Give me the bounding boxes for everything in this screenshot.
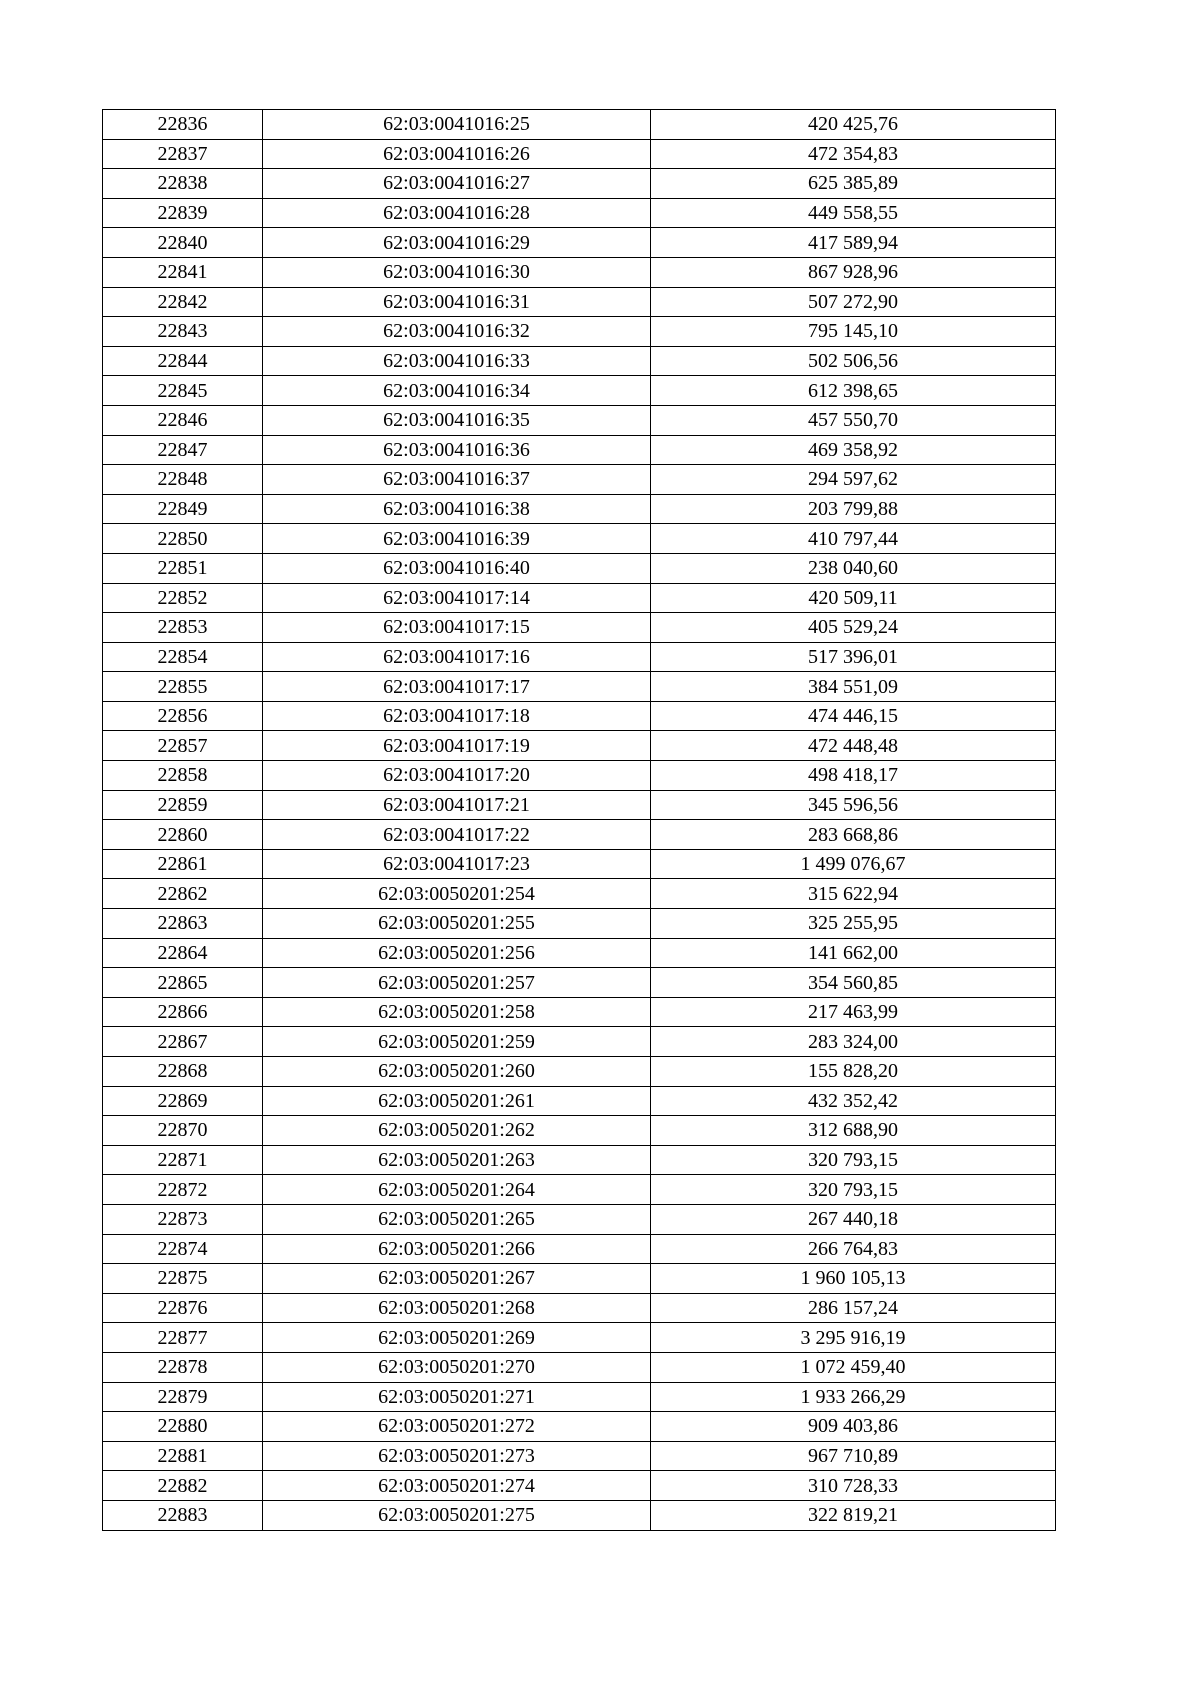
cadastral-number-cell: 62:03:0050201:262 [263,1116,651,1146]
table-row [103,524,1056,554]
table-row [103,1204,1056,1234]
row-number-cell: 22860 [103,820,263,850]
table-row [103,1027,1056,1057]
table-row [103,790,1056,820]
row-number-cell: 22876 [103,1293,263,1323]
row-number-cell: 22882 [103,1471,263,1501]
cadastral-value-table [102,109,1056,1531]
table-row [103,435,1056,465]
table-row [103,228,1056,258]
row-number-cell: 22862 [103,879,263,909]
table-row [103,169,1056,199]
cadastral-number-cell: 62:03:0050201:259 [263,1027,651,1057]
table-row [103,198,1056,228]
table-row [103,494,1056,524]
row-number-cell: 22836 [103,110,263,140]
cadastral-value-cell: 1 072 459,40 [651,1352,1056,1382]
table-row [103,1175,1056,1205]
cadastral-value-cell: 469 358,92 [651,435,1056,465]
cadastral-value-cell: 312 688,90 [651,1116,1056,1146]
cadastral-value-cell: 266 764,83 [651,1234,1056,1264]
row-number-cell: 22837 [103,139,263,169]
cadastral-value-cell: 507 272,90 [651,287,1056,317]
table-body [103,110,1056,1531]
cadastral-number-cell: 62:03:0050201:266 [263,1234,651,1264]
cadastral-number-cell: 62:03:0050201:258 [263,997,651,1027]
table-row [103,701,1056,731]
cadastral-number-cell: 62:03:0050201:270 [263,1352,651,1382]
row-number-cell: 22877 [103,1323,263,1353]
table-row [103,583,1056,613]
cadastral-number-cell: 62:03:0041016:33 [263,346,651,376]
cadastral-number-cell: 62:03:0041016:35 [263,405,651,435]
table-row [103,909,1056,939]
cadastral-value-cell: 612 398,65 [651,376,1056,406]
cadastral-number-cell: 62:03:0041017:21 [263,790,651,820]
row-number-cell: 22878 [103,1352,263,1382]
cadastral-value-cell: 203 799,88 [651,494,1056,524]
cadastral-value-cell: 517 396,01 [651,642,1056,672]
cadastral-value-cell: 354 560,85 [651,968,1056,998]
cadastral-number-cell: 62:03:0041016:38 [263,494,651,524]
row-number-cell: 22844 [103,346,263,376]
row-number-cell: 22883 [103,1500,263,1530]
cadastral-number-cell: 62:03:0050201:265 [263,1204,651,1234]
table-row [103,346,1056,376]
row-number-cell: 22872 [103,1175,263,1205]
row-number-cell: 22839 [103,198,263,228]
table-row [103,1145,1056,1175]
table-row [103,968,1056,998]
cadastral-value-cell: 867 928,96 [651,257,1056,287]
row-number-cell: 22863 [103,909,263,939]
row-number-cell: 22854 [103,642,263,672]
table-row [103,820,1056,850]
cadastral-number-cell: 62:03:0050201:269 [263,1323,651,1353]
cadastral-number-cell: 62:03:0050201:260 [263,1057,651,1087]
row-number-cell: 22850 [103,524,263,554]
cadastral-value-cell: 1 960 105,13 [651,1264,1056,1294]
row-number-cell: 22861 [103,849,263,879]
table-row [103,110,1056,140]
cadastral-value-cell: 141 662,00 [651,938,1056,968]
cadastral-value-cell: 3 295 916,19 [651,1323,1056,1353]
cadastral-value-cell: 472 354,83 [651,139,1056,169]
cadastral-number-cell: 62:03:0050201:264 [263,1175,651,1205]
table-row [103,376,1056,406]
table-row [103,1441,1056,1471]
cadastral-value-cell: 238 040,60 [651,553,1056,583]
cadastral-value-cell: 320 793,15 [651,1175,1056,1205]
table-row [103,405,1056,435]
table-row [103,1412,1056,1442]
row-number-cell: 22879 [103,1382,263,1412]
cadastral-value-cell: 315 622,94 [651,879,1056,909]
row-number-cell: 22847 [103,435,263,465]
cadastral-number-cell: 62:03:0041017:15 [263,613,651,643]
cadastral-number-cell: 62:03:0050201:274 [263,1471,651,1501]
cadastral-value-cell: 449 558,55 [651,198,1056,228]
cadastral-number-cell: 62:03:0041017:16 [263,642,651,672]
row-number-cell: 22838 [103,169,263,199]
table-row [103,879,1056,909]
cadastral-number-cell: 62:03:0050201:256 [263,938,651,968]
cadastral-value-cell: 474 446,15 [651,701,1056,731]
row-number-cell: 22849 [103,494,263,524]
row-number-cell: 22870 [103,1116,263,1146]
cadastral-number-cell: 62:03:0050201:257 [263,968,651,998]
cadastral-value-cell: 325 255,95 [651,909,1056,939]
table-row [103,1116,1056,1146]
table-row [103,1086,1056,1116]
cadastral-number-cell: 62:03:0041017:23 [263,849,651,879]
cadastral-value-cell: 384 551,09 [651,672,1056,702]
table-row [103,1352,1056,1382]
cadastral-value-cell: 502 506,56 [651,346,1056,376]
table-row [103,317,1056,347]
cadastral-number-cell: 62:03:0041016:25 [263,110,651,140]
row-number-cell: 22874 [103,1234,263,1264]
cadastral-number-cell: 62:03:0041016:32 [263,317,651,347]
table-row [103,1471,1056,1501]
cadastral-number-cell: 62:03:0050201:254 [263,879,651,909]
cadastral-value-cell: 417 589,94 [651,228,1056,258]
cadastral-number-cell: 62:03:0041016:29 [263,228,651,258]
cadastral-value-cell: 320 793,15 [651,1145,1056,1175]
row-number-cell: 22881 [103,1441,263,1471]
cadastral-number-cell: 62:03:0050201:275 [263,1500,651,1530]
row-number-cell: 22852 [103,583,263,613]
cadastral-value-cell: 217 463,99 [651,997,1056,1027]
row-number-cell: 22871 [103,1145,263,1175]
cadastral-value-cell: 498 418,17 [651,761,1056,791]
cadastral-number-cell: 62:03:0050201:263 [263,1145,651,1175]
cadastral-value-cell: 286 157,24 [651,1293,1056,1323]
cadastral-value-cell: 432 352,42 [651,1086,1056,1116]
cadastral-number-cell: 62:03:0041017:18 [263,701,651,731]
row-number-cell: 22868 [103,1057,263,1087]
cadastral-value-cell: 405 529,24 [651,613,1056,643]
cadastral-number-cell: 62:03:0050201:272 [263,1412,651,1442]
table-row [103,1323,1056,1353]
table-row [103,1264,1056,1294]
cadastral-value-cell: 457 550,70 [651,405,1056,435]
cadastral-value-cell: 795 145,10 [651,317,1056,347]
table-row [103,642,1056,672]
row-number-cell: 22843 [103,317,263,347]
table-row [103,997,1056,1027]
table-row [103,849,1056,879]
row-number-cell: 22866 [103,997,263,1027]
row-number-cell: 22859 [103,790,263,820]
row-number-cell: 22880 [103,1412,263,1442]
row-number-cell: 22875 [103,1264,263,1294]
row-number-cell: 22865 [103,968,263,998]
row-number-cell: 22857 [103,731,263,761]
table-row [103,1382,1056,1412]
cadastral-number-cell: 62:03:0041016:34 [263,376,651,406]
cadastral-number-cell: 62:03:0041017:19 [263,731,651,761]
cadastral-value-cell: 283 668,86 [651,820,1056,850]
cadastral-value-cell: 1 933 266,29 [651,1382,1056,1412]
cadastral-value-cell: 155 828,20 [651,1057,1056,1087]
row-number-cell: 22853 [103,613,263,643]
row-number-cell: 22869 [103,1086,263,1116]
cadastral-number-cell: 62:03:0050201:273 [263,1441,651,1471]
table-row [103,761,1056,791]
table-row [103,465,1056,495]
row-number-cell: 22858 [103,761,263,791]
table-row [103,938,1056,968]
cadastral-value-cell: 410 797,44 [651,524,1056,554]
cadastral-value-cell: 967 710,89 [651,1441,1056,1471]
table-row [103,672,1056,702]
cadastral-number-cell: 62:03:0041017:20 [263,761,651,791]
cadastral-number-cell: 62:03:0041016:39 [263,524,651,554]
row-number-cell: 22845 [103,376,263,406]
table-row [103,1234,1056,1264]
table-row [103,553,1056,583]
cadastral-value-cell: 1 499 076,67 [651,849,1056,879]
cadastral-number-cell: 62:03:0041016:30 [263,257,651,287]
table-row [103,731,1056,761]
cadastral-number-cell: 62:03:0041017:22 [263,820,651,850]
table-row [103,1293,1056,1323]
cadastral-number-cell: 62:03:0041016:36 [263,435,651,465]
row-number-cell: 22851 [103,553,263,583]
cadastral-number-cell: 62:03:0041016:40 [263,553,651,583]
cadastral-number-cell: 62:03:0041017:14 [263,583,651,613]
row-number-cell: 22856 [103,701,263,731]
cadastral-number-cell: 62:03:0050201:261 [263,1086,651,1116]
cadastral-number-cell: 62:03:0050201:271 [263,1382,651,1412]
cadastral-number-cell: 62:03:0041016:37 [263,465,651,495]
cadastral-value-cell: 625 385,89 [651,169,1056,199]
row-number-cell: 22867 [103,1027,263,1057]
cadastral-number-cell: 62:03:0050201:255 [263,909,651,939]
cadastral-value-cell: 345 596,56 [651,790,1056,820]
cadastral-number-cell: 62:03:0041016:31 [263,287,651,317]
row-number-cell: 22873 [103,1204,263,1234]
table-row [103,1057,1056,1087]
row-number-cell: 22840 [103,228,263,258]
cadastral-number-cell: 62:03:0041016:26 [263,139,651,169]
row-number-cell: 22841 [103,257,263,287]
cadastral-number-cell: 62:03:0041016:27 [263,169,651,199]
row-number-cell: 22842 [103,287,263,317]
cadastral-value-cell: 420 509,11 [651,583,1056,613]
cadastral-number-cell: 62:03:0041017:17 [263,672,651,702]
cadastral-value-cell: 267 440,18 [651,1204,1056,1234]
cadastral-value-cell: 294 597,62 [651,465,1056,495]
cadastral-value-cell: 322 819,21 [651,1500,1056,1530]
cadastral-value-cell: 420 425,76 [651,110,1056,140]
cadastral-number-cell: 62:03:0050201:267 [263,1264,651,1294]
cadastral-number-cell: 62:03:0050201:268 [263,1293,651,1323]
cadastral-value-cell: 310 728,33 [651,1471,1056,1501]
cadastral-value-cell: 472 448,48 [651,731,1056,761]
table-row [103,139,1056,169]
cadastral-value-cell: 909 403,86 [651,1412,1056,1442]
table-row [103,287,1056,317]
cadastral-value-cell: 283 324,00 [651,1027,1056,1057]
row-number-cell: 22846 [103,405,263,435]
row-number-cell: 22848 [103,465,263,495]
table-row [103,613,1056,643]
row-number-cell: 22855 [103,672,263,702]
cadastral-number-cell: 62:03:0041016:28 [263,198,651,228]
table-row [103,1500,1056,1530]
row-number-cell: 22864 [103,938,263,968]
table-row [103,257,1056,287]
